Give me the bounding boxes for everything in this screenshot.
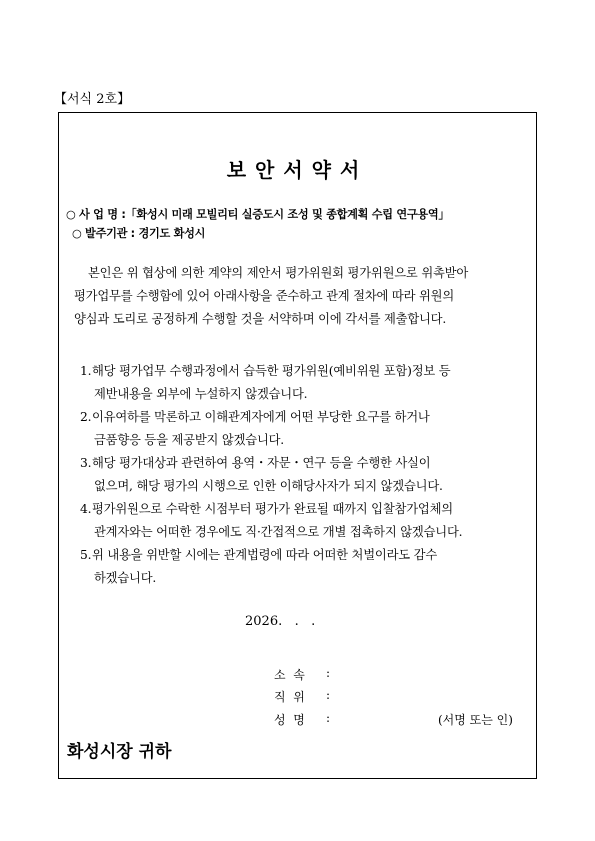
pledge-number: 4.	[80, 502, 92, 516]
document-title: 보안서약서	[226, 158, 369, 182]
pledge-text: 없으며, 해당 평가의 시행으로 인한 이해당사자가 되지 않겠습니다.	[94, 479, 443, 493]
pledge-text: 관계자와는 어떠한 경우에도 직·간접적으로 개별 접촉하지 않겠습니다.	[94, 525, 463, 539]
intro-line: 양심과 도리로 공정하게 수행할 것을 서약하며 이에 각서를 제출합니다.	[74, 312, 447, 326]
pledge-item	[80, 360, 526, 406]
pledge-item	[80, 406, 526, 452]
project-name: ○ 사 업 명 :「화성시 미래 모빌리티 실증도시 조성 및 종합계획 수립 연구용역」	[66, 208, 450, 221]
position-colon: :	[326, 688, 331, 702]
intro-paragraph	[74, 262, 524, 331]
pledge-text: 제반내용을 외부에 누설하지 않겠습니다.	[94, 387, 308, 401]
pledge-text: 해당 평가대상과 관련하여 용역・자문・연구 등을 수행한 사실이	[92, 456, 431, 470]
closing-addressee: 화성시장 귀하	[67, 742, 172, 762]
pledge-text: 해당 평가업무 수행과정에서 습득한 평가위원(예비위원 포함)정보 등	[92, 364, 451, 378]
position-label: 직 위	[274, 690, 305, 704]
date-field[interactable]: 2026. . .	[245, 614, 316, 629]
name-label: 성 명	[274, 713, 305, 727]
affiliation-colon: :	[326, 666, 331, 680]
pledge-item	[80, 544, 526, 590]
pledge-text: 하겠습니다.	[94, 571, 157, 585]
pledge-text: 금품향응 등을 제공받지 않겠습니다.	[94, 433, 285, 447]
pledge-number: 2.	[80, 410, 92, 424]
signature-note: (서명 또는 인)	[438, 713, 513, 727]
pledge-text: 위 내용을 위반할 시에는 관계법령에 따라 어떠한 처벌이라도 감수	[92, 548, 437, 562]
pledge-number: 1.	[80, 364, 92, 378]
form-number-label: 【서식 2호】	[54, 92, 131, 107]
pledge-item	[80, 452, 526, 498]
pledge-number: 5.	[80, 548, 92, 562]
ordering-agency: ○ 발주기관 : 경기도 화성시	[72, 227, 206, 240]
name-colon: :	[326, 711, 331, 725]
affiliation-label: 소 속	[274, 668, 305, 682]
pledge-list	[80, 360, 526, 590]
pledge-text: 이유여하를 막론하고 이해관계자에게 어떤 부당한 요구를 하거나	[92, 410, 430, 424]
pledge-number: 3.	[80, 456, 92, 470]
intro-line: 평가업무를 수행함에 있어 아래사항을 준수하고 관계 절차에 따라 위원의	[74, 289, 455, 303]
pledge-text: 평가위원으로 수락한 시점부터 평가가 완료될 때까지 입찰참가업체의	[92, 502, 453, 516]
pledge-item	[80, 498, 526, 544]
intro-line: 본인은 위 협상에 의한 계약의 제안서 평가위원회 평가위원으로 위촉받아	[88, 266, 469, 280]
